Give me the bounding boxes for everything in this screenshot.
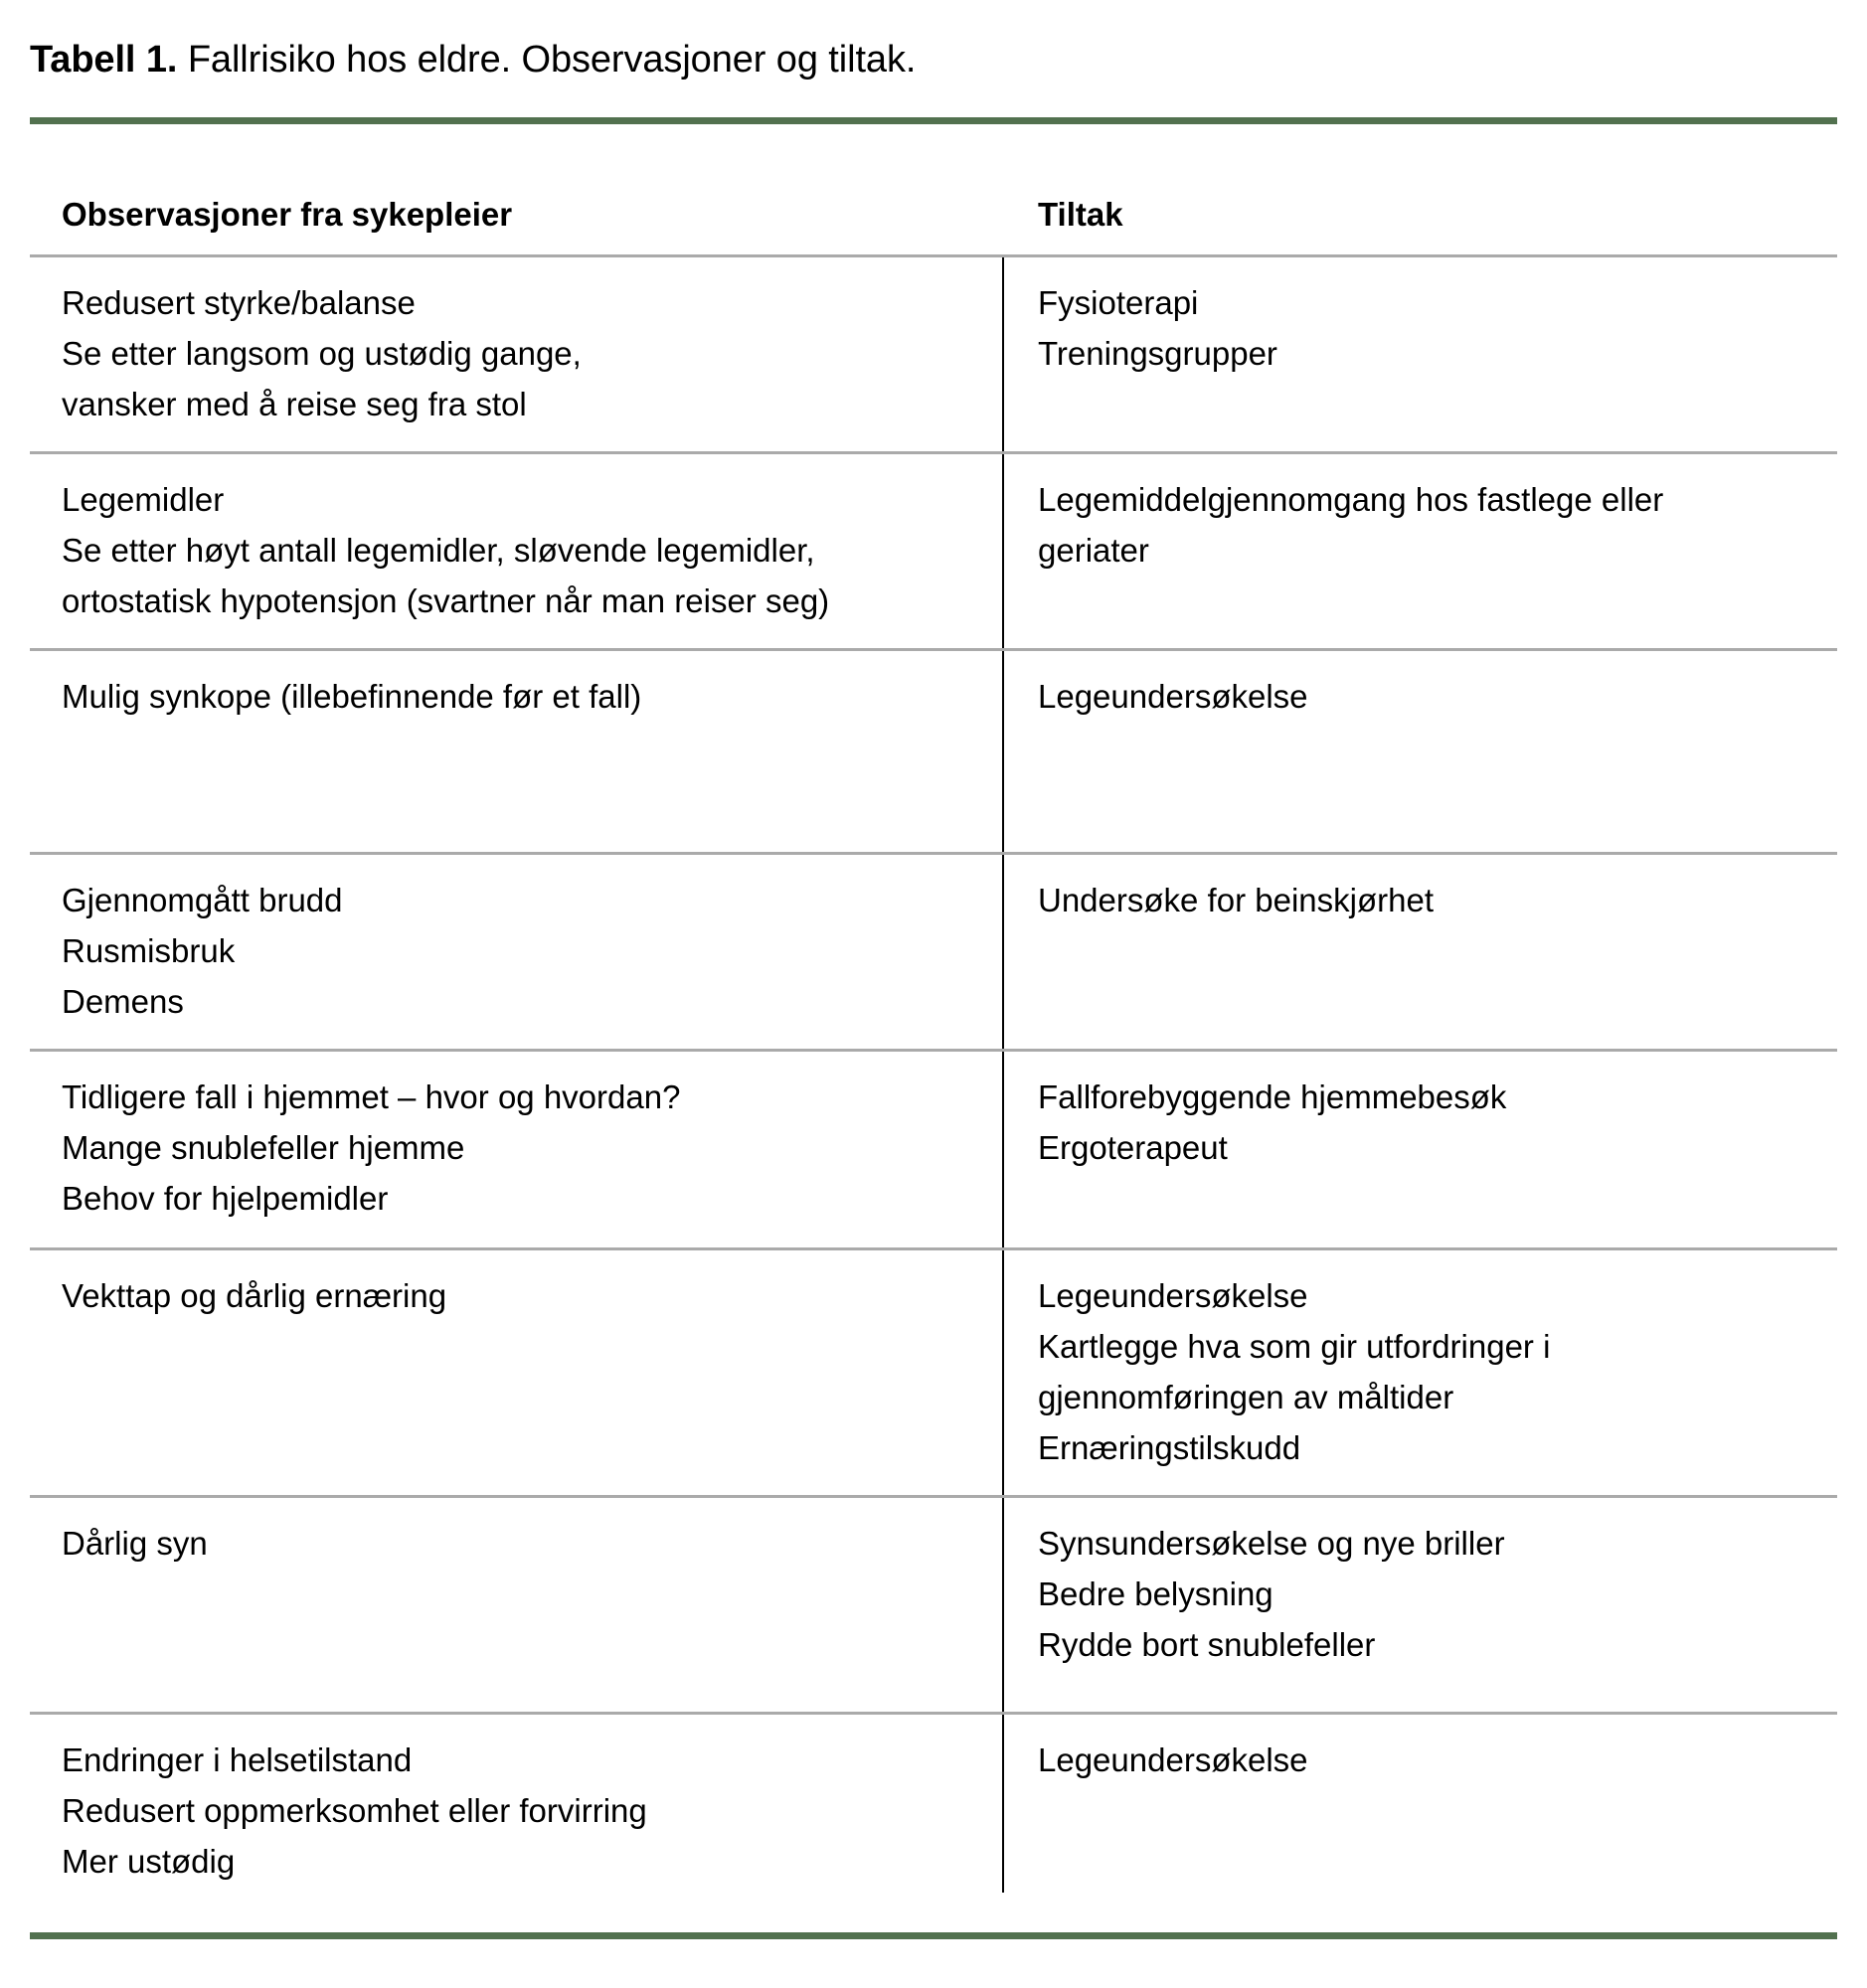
text-line: Synsundersøkelse og nye briller: [1038, 1525, 1505, 1562]
text-line: Legeundersøkelse: [1038, 1741, 1308, 1778]
page-title: [30, 36, 1837, 83]
text-line: Legeundersøkelse: [1038, 1277, 1308, 1314]
cell-observations: [30, 257, 1002, 451]
text-line: Dårlig syn: [62, 1525, 208, 1562]
header-cell-observations: [30, 195, 1002, 235]
header-label-actions: Tiltak: [1038, 196, 1123, 233]
text-line: Vekttap og dårlig ernæring: [62, 1277, 447, 1314]
text-line: Kartlegge hva som gir utfordringer i: [1038, 1328, 1551, 1365]
cell-observations: [30, 1250, 1002, 1495]
observation-lines: [62, 1735, 976, 1887]
text-line: Fallforebyggende hjemmebesøk: [1038, 1078, 1507, 1115]
action-lines: [1038, 474, 1811, 576]
action-lines: [1038, 671, 1811, 722]
text-line: Redusert oppmerksomhet eller forvirring: [62, 1792, 647, 1829]
text-line: ortostatisk hypotensjon (svartner når man reiser seg): [62, 582, 830, 619]
text-line: Legeundersøkelse: [1038, 678, 1308, 715]
text-line: Ernæringstilskudd: [1038, 1429, 1301, 1466]
observation-lines: [62, 277, 976, 429]
fall-risk-table: [30, 195, 1837, 1962]
text-line: Demens: [62, 983, 184, 1020]
cell-observations: [30, 1052, 1002, 1247]
cell-observations: [30, 454, 1002, 648]
observation-lines: [62, 1518, 976, 1569]
text-line: Rusmisbruk: [62, 932, 236, 969]
text-line: Rydde bort snublefeller: [1038, 1626, 1376, 1663]
cell-actions: [1002, 1715, 1837, 1962]
table-row: [30, 1247, 1837, 1495]
cell-actions: [1002, 454, 1837, 648]
table-row: [30, 254, 1837, 451]
text-line: Redusert styrke/balanse: [62, 284, 416, 321]
caption-text: Fallrisiko hos eldre. Observasjoner og tiltak.: [187, 39, 917, 81]
cell-actions: [1002, 1498, 1837, 1712]
cell-observations: [30, 651, 1002, 852]
text-line: Se etter langsom og ustødig gange,: [62, 335, 582, 372]
text-line: Behov for hjelpemidler: [62, 1180, 389, 1217]
observation-lines: [62, 875, 976, 1027]
header-label-observations: Observasjoner fra sykepleier: [62, 196, 513, 233]
action-lines: [1038, 1518, 1811, 1670]
table-row: [30, 1049, 1837, 1247]
cell-observations: [30, 1715, 1002, 1962]
text-line: Fysioterapi: [1038, 284, 1199, 321]
table-row: [30, 648, 1837, 852]
text-line: Bedre belysning: [1038, 1575, 1273, 1612]
cell-observations: [30, 1498, 1002, 1712]
observation-lines: [62, 1270, 976, 1321]
bottom-green-rule: [30, 1932, 1837, 1939]
text-line: Mange snublefeller hjemme: [62, 1129, 465, 1166]
text-line: Mer ustødig: [62, 1843, 236, 1880]
text-line: Undersøke for beinskjørhet: [1038, 882, 1434, 918]
text-line: Se etter høyt antall legemidler, sløvende legemidler,: [62, 532, 815, 569]
text-line: Treningsgrupper: [1038, 335, 1277, 372]
text-line: Gjennomgått brudd: [62, 882, 343, 918]
cell-actions: [1002, 855, 1837, 1049]
cell-actions: [1002, 1250, 1837, 1495]
text-line: gjennomføringen av måltider: [1038, 1379, 1454, 1415]
text-line: Mulig synkope (illebefinnende før et fall): [62, 678, 642, 715]
table-row: [30, 1712, 1837, 1962]
action-lines: [1038, 1072, 1811, 1173]
action-lines: [1038, 1270, 1811, 1473]
text-line: Endringer i helsetilstand: [62, 1741, 413, 1778]
cell-actions: [1002, 651, 1837, 852]
caption-label: Tabell 1.: [30, 39, 178, 81]
header-cell-actions: [1002, 195, 1837, 235]
table-row: [30, 1495, 1837, 1712]
observation-lines: [62, 1072, 976, 1224]
text-line: Tidligere fall i hjemmet – hvor og hvordan?: [62, 1078, 681, 1115]
text-line: vansker med å reise seg fra stol: [62, 386, 527, 422]
text-line: geriater: [1038, 532, 1149, 569]
text-line: Legemiddelgjennomgang hos fastlege eller: [1038, 481, 1664, 518]
cell-actions: [1002, 257, 1837, 451]
top-green-rule: [30, 117, 1837, 124]
observation-lines: [62, 474, 976, 626]
table-header-row: [30, 195, 1837, 254]
cell-actions: [1002, 1052, 1837, 1247]
text-line: Legemidler: [62, 481, 225, 518]
action-lines: [1038, 277, 1811, 379]
action-lines: [1038, 1735, 1811, 1785]
table-row: [30, 451, 1837, 648]
table-row: [30, 852, 1837, 1049]
observation-lines: [62, 671, 976, 722]
action-lines: [1038, 875, 1811, 925]
cell-observations: [30, 855, 1002, 1049]
text-line: Ergoterapeut: [1038, 1129, 1228, 1166]
